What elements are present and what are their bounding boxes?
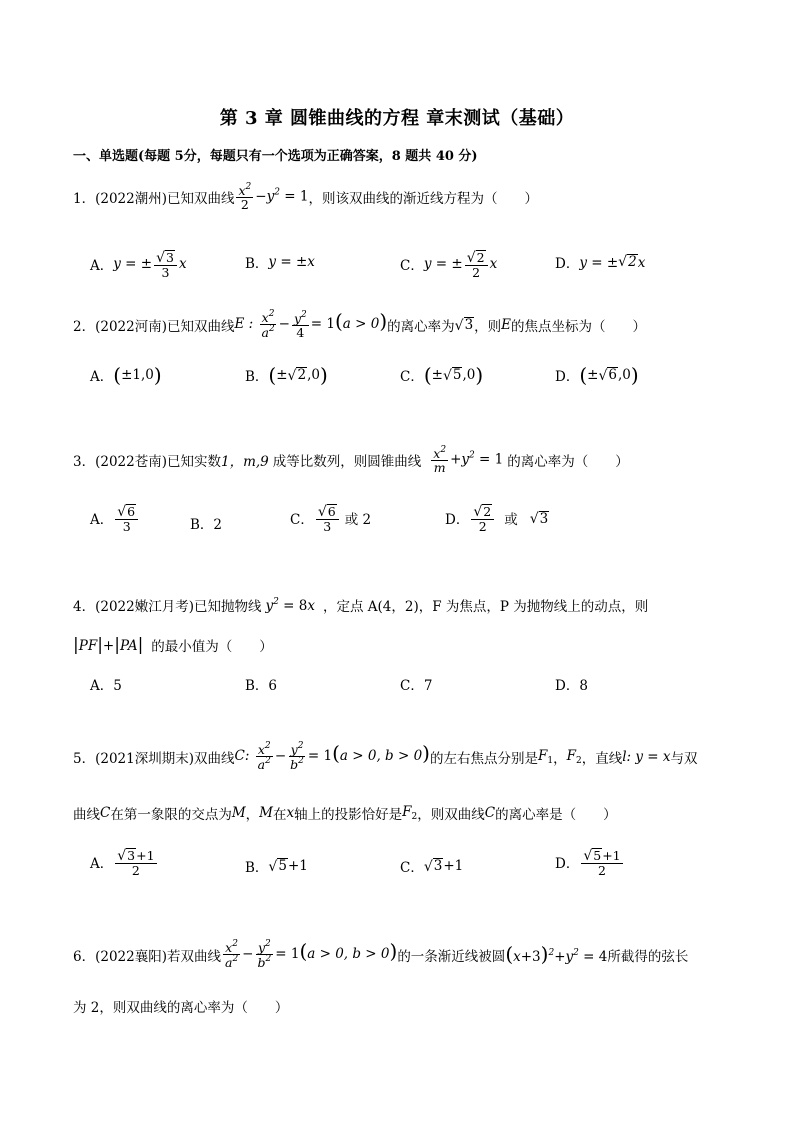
- q3-option-b[interactable]: B．2: [190, 517, 223, 533]
- q6-stem-mid: 的一条渐近线被圆: [397, 948, 506, 965]
- q1-equation: $\frac{x^2}{2}$ $-y^2 = 1$: [238, 182, 309, 213]
- q3-stem-post: 的离心率为（ ）: [507, 454, 629, 471]
- question-6-line2: 为 2，则双曲线的离心率为（ ）: [73, 1000, 289, 1016]
- q3-sequence: 1，m,9: [220, 454, 269, 471]
- question-5-line2: 曲线 C 在第一象限的交点为 M ， M 在 x 轴上的投影恰好是 $F_2$ ，则双曲线 C 的离心率是（ ）: [73, 804, 617, 823]
- q1-stem-pre: 已知双曲线: [166, 191, 235, 208]
- q5-equation: C: $\frac{x^2}{a^2}$ − $\frac{y^2}{b^2}$ = 1(a > 0, b > 0): [234, 741, 430, 773]
- q2-equation: E : $\frac{x^2}{a^2}$ − $\frac{y^2}{4}$ = 1(a > 0): [234, 309, 388, 341]
- q2-stem-post: ，则: [474, 318, 502, 335]
- q4-option-b[interactable]: B．6: [245, 678, 278, 694]
- q4-stem-post: ，定点 A(4，2)，F 为焦点，P 为抛物线上的动点，则: [322, 599, 649, 615]
- section-heading: 一、单选题(每题 5分，每题只有一个选项为正确答案，8 题共 40 分): [73, 149, 478, 164]
- q2-stem-pre: 已知双曲线: [166, 318, 235, 335]
- q4-option-a[interactable]: A．5: [90, 678, 122, 694]
- q3-option-d[interactable]: D． √ 2 2 或 √ 3: [445, 503, 549, 534]
- question-5: 5．(2021深圳期末) 双曲线 C: $\frac{x^2}{a^2}$ − $\frac{y^2}{b^2}$ = 1(a > 0, b > 0) 的左右焦点分别是 $F_1$ ， $F_2$ ，直线 l: y = x 与双: [73, 741, 698, 773]
- q5-stem-mid2: ，直线: [581, 750, 623, 767]
- q6-stem-post: 所截得的弦长: [607, 948, 689, 965]
- q5-option-c[interactable]: C． √ 3 +1: [400, 858, 464, 876]
- question-2: 2．(2022河南) 已知双曲线 E : $\frac{x^2}{a^2}$ − $\frac{y^2}{4}$ = 1(a > 0) 的离心率为 √ 3 ，则 E 的焦点坐标为（ ）: [73, 309, 647, 341]
- q2-option-c[interactable]: C． ( ± √ 5 ,0 ): [400, 363, 484, 387]
- q5-stem-mid: 的左右焦点分别是: [429, 750, 538, 767]
- q6-number: 6．(2022襄阳): [73, 948, 167, 965]
- q5-number: 5．(2021深圳期末): [73, 750, 194, 767]
- q2-stem-mid: 的离心率为: [387, 318, 455, 335]
- q3-number: 3．(2022苍南): [73, 454, 167, 471]
- q2-number: 2．(2022河南): [73, 318, 167, 335]
- q1-number: 1．(2022潮州): [73, 191, 167, 208]
- q5-option-b[interactable]: B． √ 5 +1: [245, 858, 308, 876]
- q1-option-c[interactable]: C． y = ± √ 2 2 x: [400, 249, 498, 280]
- q4-stem-line2: 的最小值为（ ）: [151, 639, 273, 655]
- q5-stem-mid3: 与双: [670, 750, 698, 767]
- q5-option-a[interactable]: A． √ 3 +1 2: [90, 847, 155, 878]
- q4-equation: $y^2 = 8x$: [265, 596, 315, 614]
- q5-stem-pre: 双曲线: [193, 750, 235, 767]
- q4-stem-pre: 已知抛物线: [193, 599, 262, 615]
- q3-option-c[interactable]: C． √ 6 3 或 2: [290, 503, 372, 534]
- q3-stem-mid: 成等比数列，则圆锥曲线: [272, 454, 422, 471]
- q2-eccentricity: √ 3: [454, 316, 474, 334]
- q3-option-a[interactable]: A． √ 6 3: [90, 504, 140, 533]
- q5-option-d[interactable]: D． √ 5 +1 2: [555, 847, 621, 878]
- q2-option-b[interactable]: B． ( ± √ 2 ,0 ): [245, 363, 328, 387]
- q1-option-b[interactable]: B． y = ±x: [245, 254, 315, 272]
- question-1: [73, 183, 538, 211]
- q2-option-a[interactable]: A． ( ±1,0 ): [90, 363, 162, 387]
- q6-circle: $(x+3)^2+y^2 = 4$: [505, 942, 608, 967]
- q2-stem-post2: 的焦点坐标为（ ）: [511, 318, 647, 335]
- q6-equation: $\frac{x^2}{a^2}$ − $\frac{y^2}{b^2}$ = 1(a > 0, b > 0): [224, 939, 398, 971]
- page-title: 第 3 章 圆锥曲线的方程 章末测试（基础）: [219, 108, 575, 129]
- q6-stem-pre: 若双曲线: [166, 948, 221, 965]
- q4-number: 4．(2022嫩江月考): [73, 599, 194, 615]
- q4-option-d[interactable]: D．8: [555, 678, 588, 694]
- question-4: [73, 595, 648, 615]
- q3-stem-pre: 已知实数: [166, 454, 221, 471]
- q4-option-c[interactable]: C．7: [400, 678, 433, 694]
- q3-equation: $\frac{x^2}{m}$ $+y^2 = 1$: [433, 445, 504, 476]
- q1-option-a[interactable]: A． y = ± √ 3 3 x: [90, 249, 187, 280]
- question-3: [73, 446, 629, 474]
- q4-expression: |PF|+|PA|: [73, 635, 144, 655]
- question-6: [73, 940, 688, 969]
- q1-stem-post: ，则该双曲线的渐近线方程为（ ）: [308, 191, 538, 208]
- q2-option-d[interactable]: D． ( ± √ 6 ,0 ): [555, 363, 639, 387]
- question-4-line2: [73, 635, 273, 655]
- q1-option-d[interactable]: D． y = ± √ 2 x: [555, 253, 646, 272]
